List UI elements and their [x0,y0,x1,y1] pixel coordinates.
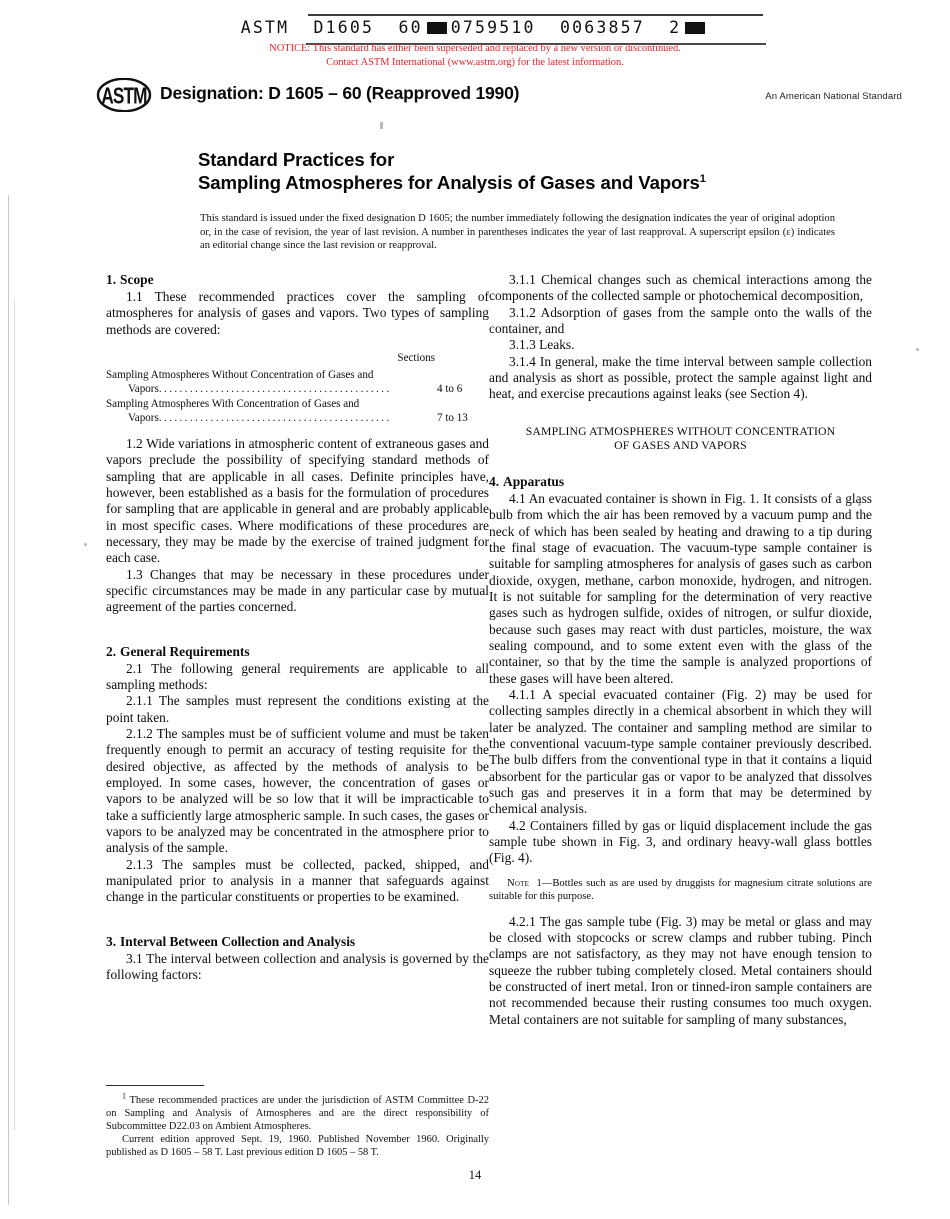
scan-speck [380,122,383,129]
paragraph-3-1-3: 3.1.3 Leaks. [509,337,575,353]
contents-row [106,397,489,425]
paragraph-4-1-1: 4.1.1 A special evacuated container (Fig. 2) may be used for collecting samples directly in a chemical absorbent in which they will later be analyzed. The container and sampling method are similar to the conventional vacuum-type sample container previously described. The bulb differs from the conventional type in that it contains a liquid absorbent for the particular gas or vapor to be analyzed that dissolves such gas and preserves it in a form that may be determined by chemical analysis. [489,686,872,817]
left-column [106,272,489,983]
paragraph-1-3: 1.3 Changes that may be necessary in these procedures under specific circumstances may be made in any particular case by mutual agreement of the parties concerned. [106,566,489,615]
section-3-title: Interval Between Collection and Analysis [120,933,356,949]
notice-line-1: NOTICE: This standard has either been superseded and replaced by a new version or discontinued. [269,43,681,54]
note-1 [489,877,872,904]
footnote-marker: 1 [122,1091,126,1101]
designation-row [0,78,950,112]
part-heading-line-2: OF GASES AND VAPORS [614,439,747,453]
barcode-text-left: ASTM D1605 60 [240,18,423,37]
part-heading-line-1: SAMPLING ATMOSPHERES WITHOUT CONCENTRATION [525,424,836,438]
paragraph-3-1-1: 3.1.1 Chemical changes such as chemical interactions among the components of the collected sample or photochemical decomposition, [489,272,872,304]
contents-row-lead-word: Vapors [128,411,159,424]
astm-logo-icon [96,78,152,112]
title-line-2-text: Sampling Atmospheres for Analysis of Gases and Vapors [198,172,700,193]
barcode-block-icon [427,22,447,34]
page-title [198,148,838,194]
paragraph-3-1-4: 3.1.4 In general, make the time interval between sample collection and analysis as short as possible, protect the sample against light and heat, and exercise precautions against leaks (see Section 4). [489,353,872,402]
title-line-1: Standard Practices for [198,149,395,170]
section-2-heading [106,644,489,660]
footnote-block [106,1091,489,1160]
contents-row-pages: 4 to 6 [437,383,463,396]
contents-row-leader [106,411,489,425]
section-2-number: 2. [106,643,117,659]
barcode-text-right: 0759510 0063857 2 [450,18,682,37]
contents-row-title: Sampling Atmospheres Without Concentration of Gases and [106,369,374,382]
title-footnote-marker: 1 [699,172,706,185]
scan-speck [84,543,87,546]
contents-row-title: Sampling Atmospheres With Concentration of Gases and [106,397,360,410]
paragraph-4-2: 4.2 Containers filled by gas or liquid displacement include the gas sample tube shown in Fig. 3, and ordinary heavy-wall glass bottles (Fig. 4). [489,817,872,866]
right-column [489,272,872,1028]
paragraph-2-1: 2.1 The following general requirements are applicable to all sampling methods: [106,660,489,692]
contents-row-leader [106,382,489,396]
notice-line-2: Contact ASTM International (www.astm.org) for the latest information. [326,56,624,68]
barcode-rule-top [308,14,763,16]
paragraph-1-1: 1.1 These recommended practices cover the sampling of atmospheres for analysis of gases and vapors. Two types of sampling methods are covered: [106,288,489,337]
scan-speck [916,348,919,351]
paragraph-3-1-2: 3.1.2 Adsorption of gases from the sample onto the walls of the container, and [489,304,872,337]
section-2-title: General Requirements [120,643,250,659]
superseded-notice [0,42,950,69]
paragraph-2-1-3: 2.1.3 The samples must be collected, packed, shipped, and manipulated prior to analysis in a manner that safeguards against change in the particular constituents or properties to be examined. [106,856,489,905]
note-number: 1 [536,877,542,889]
note-label: Note [507,877,530,889]
barcode-strip [0,12,950,38]
spacer [106,616,489,644]
section-1-number: 1. [106,272,117,287]
contents-dot-leader: ............................................. [158,411,392,424]
section-4-heading [489,474,872,490]
spacer [106,906,489,934]
contents-row-lead-word: Vapors [128,383,159,396]
section-1-title: Scope [120,272,154,287]
contents-sections-header: Sections [397,351,435,364]
footnote-divider [106,1085,204,1086]
preamble-paragraph: This standard is issued under the fixed designation D 1605; the number immediately following the designation indicates the year of original adoption or, in the case of revision, the year of last revision. A number in parentheses indicates the year of last reapproval. A superscript epsilon (ε) indicates an editorial change since the last revision or reapproval. [200,213,835,252]
american-national-standard-label: An American National Standard [765,91,902,102]
page-number: 14 [468,1168,482,1182]
paragraph-3-1: 3.1 The interval between collection and analysis is governed by the following factors: [106,950,489,983]
part-heading-sampling-without-concentration [489,425,872,454]
section-4-title: Apparatus [503,473,565,489]
note-text: —Bottles such as are used by druggists for magnesium citrate solutions are suitable for this purpose. [489,877,872,903]
paragraph-2-1-1: 2.1.1 The samples must represent the conditions existing at the point taken. [106,693,489,725]
paragraph-2-1-2: 2.1.2 The samples must be of sufficient volume and must be taken frequently enough to permit an accuracy of testing requisite for the desired objective, as affected by the methods of analysis to be employed. In some cases, however, the concentration of gases or vapors to be analyzed will be so low that it will be impracticable to take a sufficiently large atmospheric sample. In such cases, the gases or vapors to be analyzed may be concentrated in the atmosphere prior to analysis of the sample. [106,726,489,856]
footnote-paragraph-1-text: These recommended practices are under the jurisdiction of ASTM Committee D-22 on Sampling and Analysis of Atmospheres and are the direct responsibility of Subcommittee D22.03 on Ambient Atmospheres. [106,1095,489,1132]
paragraph-4-2-1: 4.2.1 The gas sample tube (Fig. 3) may be metal or glass and may be closed with stopcocks or screw clamps and rubber tubing. Pinch clamps are not satisfactory, as they may not have enough tension to squeeze the rubber tubing completely closed. Metal containers should be constructed of inert metal. Iron or tinned-iron sample containers are not recommended because their rusting consumes too much oxygen. Metal containers are not suitable for sampling of many substances, [489,913,872,1027]
contents-row [106,368,489,396]
section-1-heading [106,272,489,288]
paragraph-4-1: 4.1 An evacuated container is shown in Fig. 1. It consists of a glass bulb from which the air has been removed by a vacuum pump and the neck of which has been sealed by heating and drawing to a tip during the final stage of evacuation. The vacuum-type sample container is suitable for sampling atmospheres for analysis of gases such as carbon dioxide, oxygen, methane, carbon monoxide, hydrogen, and nitrogen. It is not suitable for sampling for the determination of very reactive gases such as hydrogen sulfide, oxides of nitrogen, or sulfur dioxide, because such gases may react with dust particles, moisture, the wax sealing compound, and to some extent even with the glass of the container, so that by the time the sample is analyzed proportions of these gases will have been altered. [489,490,872,686]
footnote-paragraph-1 [106,1091,489,1134]
designation-label: Designation: D 1605 – 60 (Reapproved 1990) [160,83,520,103]
section-3-number: 3. [106,933,117,949]
paragraph-1-2: 1.2 Wide variations in atmospheric content of extraneous gases and vapors preclude the possibility of specifying standard methods of sampling that are applicable in all cases. Definite principles have, however, been established as a basis for the formulation of procedures for sampling that are applicable in general and are probably applicable in most specific cases. Where modifications of these procedures are necessary, they may be made by the exercise of trained judgment for each case. [106,435,489,566]
section-4-number: 4. [489,473,500,489]
contents-dot-leader: ............................................. [158,383,392,396]
barcode-block-icon [685,22,705,34]
scan-edge-artifact [8,195,9,1205]
svg-text:ASTM: ASTM [101,84,147,110]
section-3-heading [106,934,489,950]
footnote-paragraph-2: Current edition approved Sept. 19, 1960. Published November 1960. Originally published as D 1605 – 58 T. Last previous edition D 1605 – 58 T. [106,1133,489,1158]
contents-row-pages: 7 to 13 [437,411,468,424]
title-line-2 [198,171,838,194]
contents-table [106,351,489,425]
scan-edge-artifact-secondary [14,300,15,1130]
